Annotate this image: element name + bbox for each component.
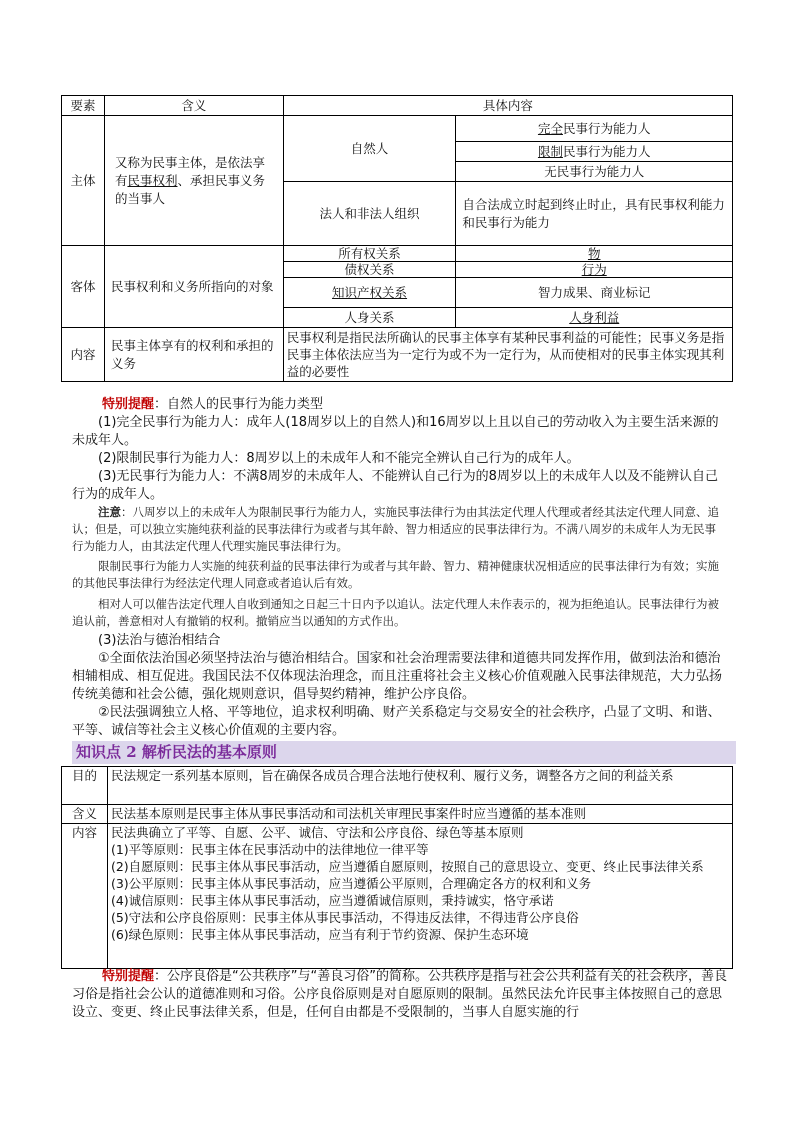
elements-table xyxy=(61,95,733,382)
object-meaning: 民事权利和义务所指向的对象 xyxy=(104,246,283,328)
content-desc: 民事权利是指民法所确认的民事主体享有某种民事利益的可能性；民事义务是指民事主体依法应当为一定行为或不为一定行为，从而使相对的民事主体实现其利益的必要性 xyxy=(283,328,732,382)
object-row-right: 行为 xyxy=(456,262,733,278)
object-label: 客体 xyxy=(62,246,105,328)
principles-list xyxy=(107,824,732,969)
principles-intro: 民法典确立了平等、自愿、公平、诚信、守法和公序良俗、绿色等基本原则 xyxy=(110,825,524,840)
header-element: 要素 xyxy=(62,96,105,116)
purpose-label: 目的 xyxy=(62,767,108,805)
note-para-1: 注意：八周岁以上的未成年人为限制民事行为能力人，实施民事法律行为由其法定代理人代理或者经其法定代理人同意、追认；但是，可以独立实施纯获利益的民事法律行为或者与其年龄、智力相适应的民事法律行为。不满八周岁的未成年人为无民事行为能力人，由其法定代理人代理实施民事法律行为。 xyxy=(72,505,719,553)
subject-label: 主体 xyxy=(62,116,105,246)
limited-capacity: 限制民事行为能力人 xyxy=(456,142,733,162)
meaning-label: 含义 xyxy=(62,805,108,824)
no-capacity: 无民事行为能力人 xyxy=(456,162,733,182)
note-para-2: 限制民事行为能力人实施的纯获利益的民事法律行为或者与其年龄、智力、精神健康状况相适应的民事法律行为有效；实施的其他民事法律行为经法定代理人同意或者追认后有效。 xyxy=(72,559,719,590)
capacity-limited-para: (2)限制民事行为能力人：8周岁以上的未成年人和不能完全辨认自己行为的成年人。 xyxy=(98,451,580,466)
full-capacity: 完全民事行为能力人 xyxy=(456,116,733,142)
content-meaning: 民事主体享有的权利和承担的义务 xyxy=(104,328,283,382)
tip-label: 特别提醒 xyxy=(102,397,155,412)
section-3-para-2: ②民法强调独立人格、平等地位，追求权利明确、财产关系稳定与交易安全的社会秩序，凸显了文明、和谐、平等、诚信等社会主义核心价值观的主要内容。 xyxy=(72,705,721,738)
note-label: 注意 xyxy=(98,505,121,519)
meaning-text: 民法基本原则是民事主体从事民事活动和司法机关审理民事案件时应当遵循的基本准则 xyxy=(107,805,732,824)
object-row-left: 人身关系 xyxy=(283,308,456,328)
section-3-title: (3)法治与德治相结合 xyxy=(98,633,221,648)
content-label-2: 内容 xyxy=(62,824,108,969)
object-row-right: 智力成果、商业标记 xyxy=(456,278,733,308)
object-row-right: 物 xyxy=(456,246,733,262)
object-row-left: 债权关系 xyxy=(283,262,456,278)
principle-item: (6)绿色原则：民事主体从事民事活动，应当有利于节约资源、保护生态环境 xyxy=(110,927,529,942)
tip-text: ：自然人的民事行为能力类型 xyxy=(154,397,324,412)
section-3-para-1: ①全面依法治国必须坚持法治与德治相结合。国家和社会治理需要法律和道德共同发挥作用，做到法治和德治相辅相成、相互促进。我国民法不仅体现法治理念，而且注重将社会主义核心价值观融入民事法律规范，大力弘扬传统美德和社会公德，强化规则意识，倡导契约精神，维护公序良俗。 xyxy=(72,651,723,702)
principle-item: (3)公平原则：民事主体从事民事活动，应当遵循公平原则，合理确定各方的权利和义务 xyxy=(110,876,592,891)
tip2-text: ：公序良俗是“公共秩序”与“善良习俗”的简称。公共秩序是指与社会公共利益有关的社会秩序，善良习俗是指社会公认的道德准则和习俗。公序良俗原则是对自愿原则的限制。虽然民法允许民事主体按照自己的意思设立、变更、终止民事法律关系，但是，任何自由都是不受限制的，当事人自愿实施的行 xyxy=(72,969,727,1020)
header-content: 具体内容 xyxy=(283,96,732,116)
object-row-left: 知识产权关系 xyxy=(283,278,456,308)
knowledge-point-2-heading: 知识点 2 解析民法的基本原则 xyxy=(72,741,736,764)
tip-line xyxy=(72,396,722,414)
principle-item: (5)守法和公序良俗原则：民事主体从事民事活动，不得违反法律，不得违背公序良俗 xyxy=(110,910,579,925)
subject-meaning: 又称为民事主体，是依法享有民事权利、承担民事义务的当事人 xyxy=(104,116,283,246)
principle-item: (1)平等原则：民事主体在民事活动中的法律地位一律平等 xyxy=(110,842,429,857)
purpose-text: 民法规定一系列基本原则，旨在确保各成员合理合法地行使权利、履行义务，调整各方之间的利益关系 xyxy=(107,767,732,805)
legal-person: 法人和非法人组织 xyxy=(283,182,456,246)
tip-public-order-para xyxy=(72,968,728,1022)
tip2-label: 特别提醒 xyxy=(102,969,155,984)
legal-person-desc: 自合法成立时起到终止时止，具有民事权利能力和民事行为能力 xyxy=(456,182,733,246)
capacity-full-para: (1)完全民事行为能力人：成年人(18周岁以上的自然人)和16周岁以上且以自己的劳动收入为主要生活来源的未成年人。 xyxy=(72,415,719,448)
content-label: 内容 xyxy=(62,328,105,382)
principle-item: (2)自愿原则：民事主体从事民事活动，应当遵循自愿原则，按照自己的意思设立、变更、终止民事法律关系 xyxy=(110,859,704,874)
capacity-none-para: (3)无民事行为能力人：不满8周岁的未成年人、不能辨认自己行为的8周岁以上的未成年人以及不能辨认自己行为的成年人。 xyxy=(72,469,718,502)
object-row-left: 所有权关系 xyxy=(283,246,456,262)
natural-person: 自然人 xyxy=(283,116,456,182)
header-meaning: 含义 xyxy=(104,96,283,116)
principles-table xyxy=(61,766,733,969)
object-row-right: 人身利益 xyxy=(456,308,733,328)
principle-item: (4)诚信原则：民事主体从事民事活动，应当遵循诚信原则，秉持诚实，恪守承诺 xyxy=(110,893,554,908)
note-para-3: 相对人可以催告法定代理人自收到通知之日起三十日内予以追认。法定代理人未作表示的，视为拒绝追认。民事法律行为被追认前，善意相对人有撤销的权利。撤销应当以通知的方式作出。 xyxy=(72,597,719,628)
